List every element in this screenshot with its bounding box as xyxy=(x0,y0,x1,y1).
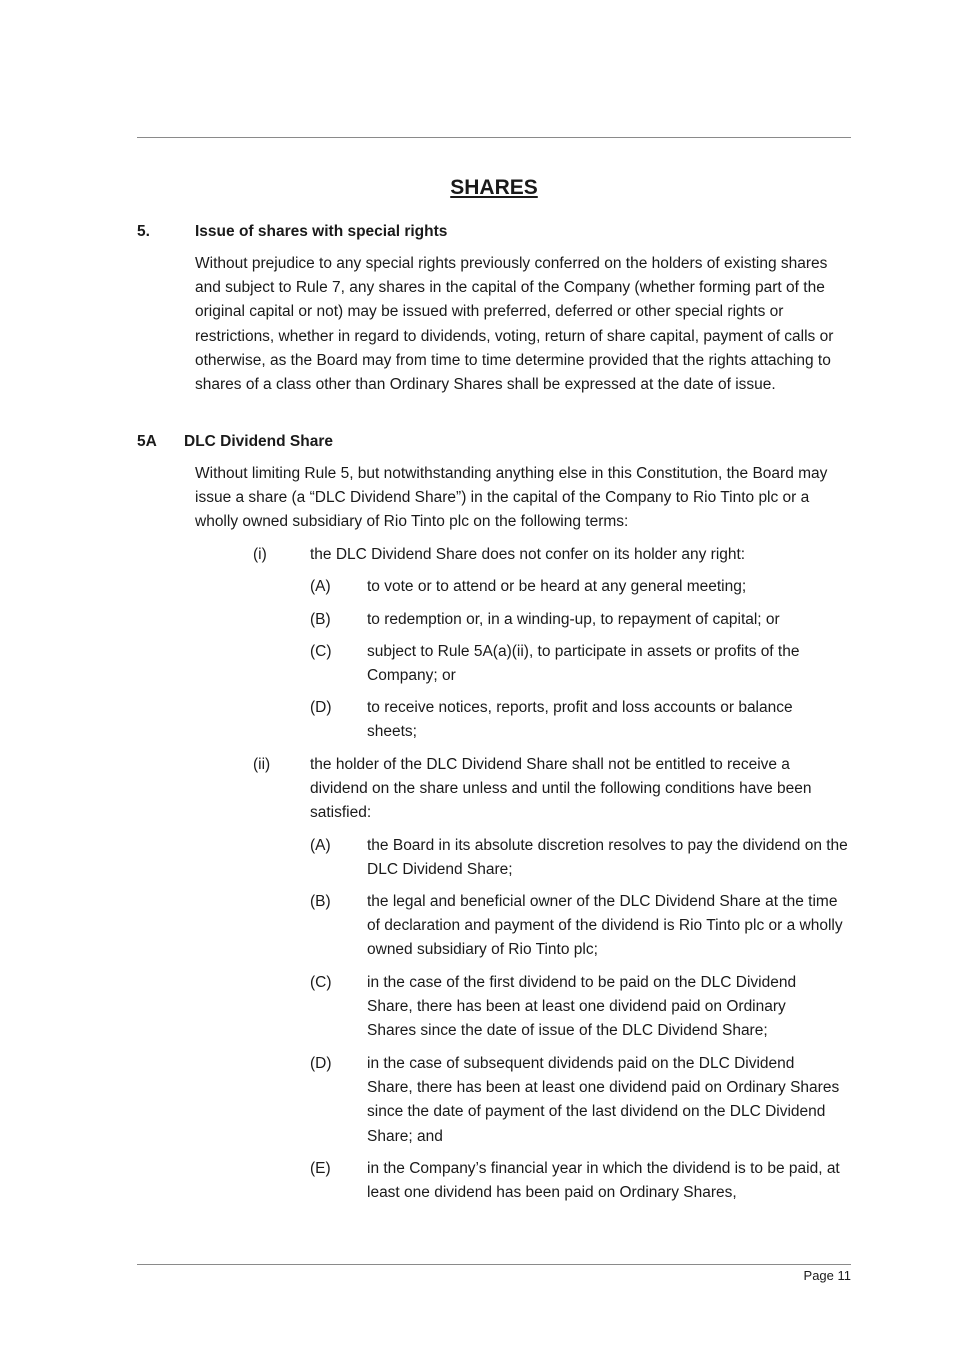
section-5a-heading: DLC Dividend Share xyxy=(184,433,333,450)
item-ii-b-label: (B) xyxy=(310,893,331,910)
item-ii-c-text: in the case of the first dividend to be paid on the DLC Dividend Share, there has been at least one dividend paid on Ordinary Shares since the date of issue of the DLC Dividend Share; xyxy=(367,974,797,1040)
item-i-text: the DLC Dividend Share does not confer on its holder any right: xyxy=(310,546,746,563)
item-ii-b-text: the legal and beneficial owner of the DLC Dividend Share at the time of declaration and payment of the dividend is Rio Tinto plc or a wholly owned subsidiary of Rio Tinto plc; xyxy=(367,893,843,959)
item-i-label: (i) xyxy=(253,546,267,563)
item-ii-a-text: the Board in its absolute discretion resolves to pay the dividend on the DLC Dividend Share; xyxy=(367,837,848,879)
header-rule xyxy=(137,137,851,138)
item-i-d-label: (D) xyxy=(310,699,332,716)
section-5-body: Without prejudice to any special rights previously conferred on the holders of existing shares and subject to Rule 7, any shares in the capital of the Company (whether forming part of the original capital or not) may be issued with preferred, deferred or other special rights or restrictions, whether in regard to dividends, voting, return of share capital, payment of calls or otherwise, as the Board may from time to time determine provided that the rights attaching to shares of a class other than Ordinary Shares shall be expressed at the date of issue. xyxy=(195,255,834,394)
page-title: SHARES xyxy=(450,176,538,199)
item-i-b-label: (B) xyxy=(310,611,331,628)
section-5a-number: 5A xyxy=(137,433,157,450)
item-ii-a-label: (A) xyxy=(310,837,331,854)
item-ii-text: the holder of the DLC Dividend Share shall not be entitled to receive a dividend on the share unless and until the following conditions have been satisfied: xyxy=(310,756,812,822)
item-ii-d-label: (D) xyxy=(310,1055,332,1072)
section-5-number: 5. xyxy=(137,223,150,240)
item-i-c-label: (C) xyxy=(310,643,332,660)
section-5a-body: Without limiting Rule 5, but notwithstanding anything else in this Constitution, the Board may issue a share (a “DLC Dividend Share”) in the capital of the Company to Rio Tinto plc or a wholly owned subsidiary of Rio Tinto plc on the following terms: xyxy=(195,465,828,531)
item-ii-label: (ii) xyxy=(253,756,271,773)
item-ii-e-text: in the Company’s financial year in which the dividend is to be paid, at least one dividend has been paid on Ordinary Shares, xyxy=(367,1160,840,1202)
item-i-a-text: to vote or to attend or be heard at any general meeting; xyxy=(367,578,747,595)
item-i-a-label: (A) xyxy=(310,578,331,595)
section-5-heading: Issue of shares with special rights xyxy=(195,223,448,240)
footer-rule xyxy=(137,1264,851,1265)
item-i-b-text: to redemption or, in a winding-up, to repayment of capital; or xyxy=(367,611,780,628)
item-i-d-text: to receive notices, reports, profit and loss accounts or balance sheets; xyxy=(367,699,793,741)
page-number: Page 11 xyxy=(803,1268,851,1283)
item-ii-d-text: in the case of subsequent dividends paid on the DLC Dividend Share, there has been at least one dividend paid on Ordinary Shares since the date of payment of the last dividend on the DLC Dividend Share; and xyxy=(367,1055,840,1145)
item-ii-e-label: (E) xyxy=(310,1160,331,1177)
item-ii-c-label: (C) xyxy=(310,974,332,991)
item-i-c-text: subject to Rule 5A(a)(ii), to participate in assets or profits of the Company; or xyxy=(367,643,800,685)
